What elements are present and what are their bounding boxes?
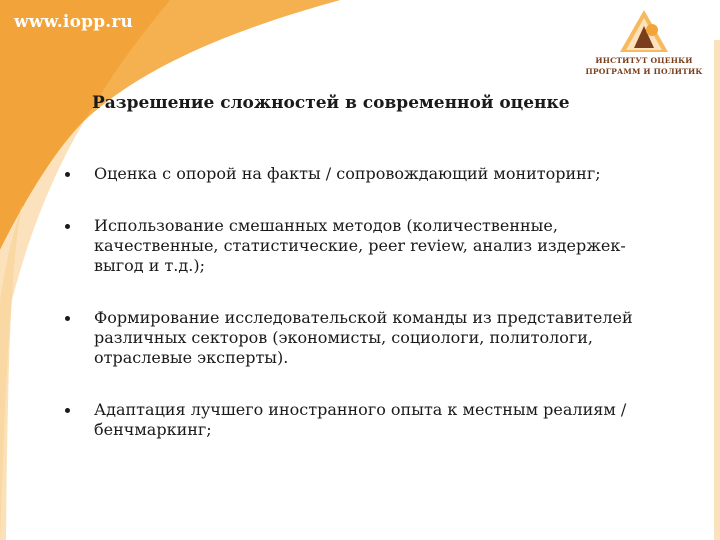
bullet-dot-icon — [65, 224, 70, 229]
right-border — [714, 40, 720, 540]
bullet-text: Оценка с опорой на факты / сопровождающий мониторинг; — [94, 164, 601, 183]
logo-text — [578, 55, 710, 77]
bullet-list — [50, 164, 660, 440]
bullet-dot-icon — [65, 408, 70, 413]
bullet-item — [50, 164, 660, 184]
bullet-text: Использование смешанных методов (количественные, качественные, статистические, peer review, анализ издержек-выгод и т.д.); — [94, 216, 626, 275]
bullet-item — [50, 216, 660, 276]
bullet-text: Формирование исследовательской команды из представителей различных секторов (экономисты, социологи, политологи, отраслевые эксперты). — [94, 308, 633, 367]
institute-logo — [578, 8, 710, 86]
site-url[interactable]: www.iopp.ru — [14, 12, 134, 32]
bullet-item — [50, 400, 660, 440]
slide-title: Разрешение сложностей в современной оценке — [92, 93, 570, 113]
bullet-item — [50, 308, 660, 368]
bullet-dot-icon — [65, 316, 70, 321]
bullet-text: Адаптация лучшего иностранного опыта к местным реалиям / бенчмаркинг; — [94, 400, 627, 439]
logo-text-line1: ИНСТИТУТ ОЦЕНКИ — [595, 56, 693, 65]
bullet-dot-icon — [65, 172, 70, 177]
logo-triangle-icon — [618, 8, 670, 54]
logo-text-line2: ПРОГРАММ И ПОЛИТИК — [585, 67, 703, 76]
